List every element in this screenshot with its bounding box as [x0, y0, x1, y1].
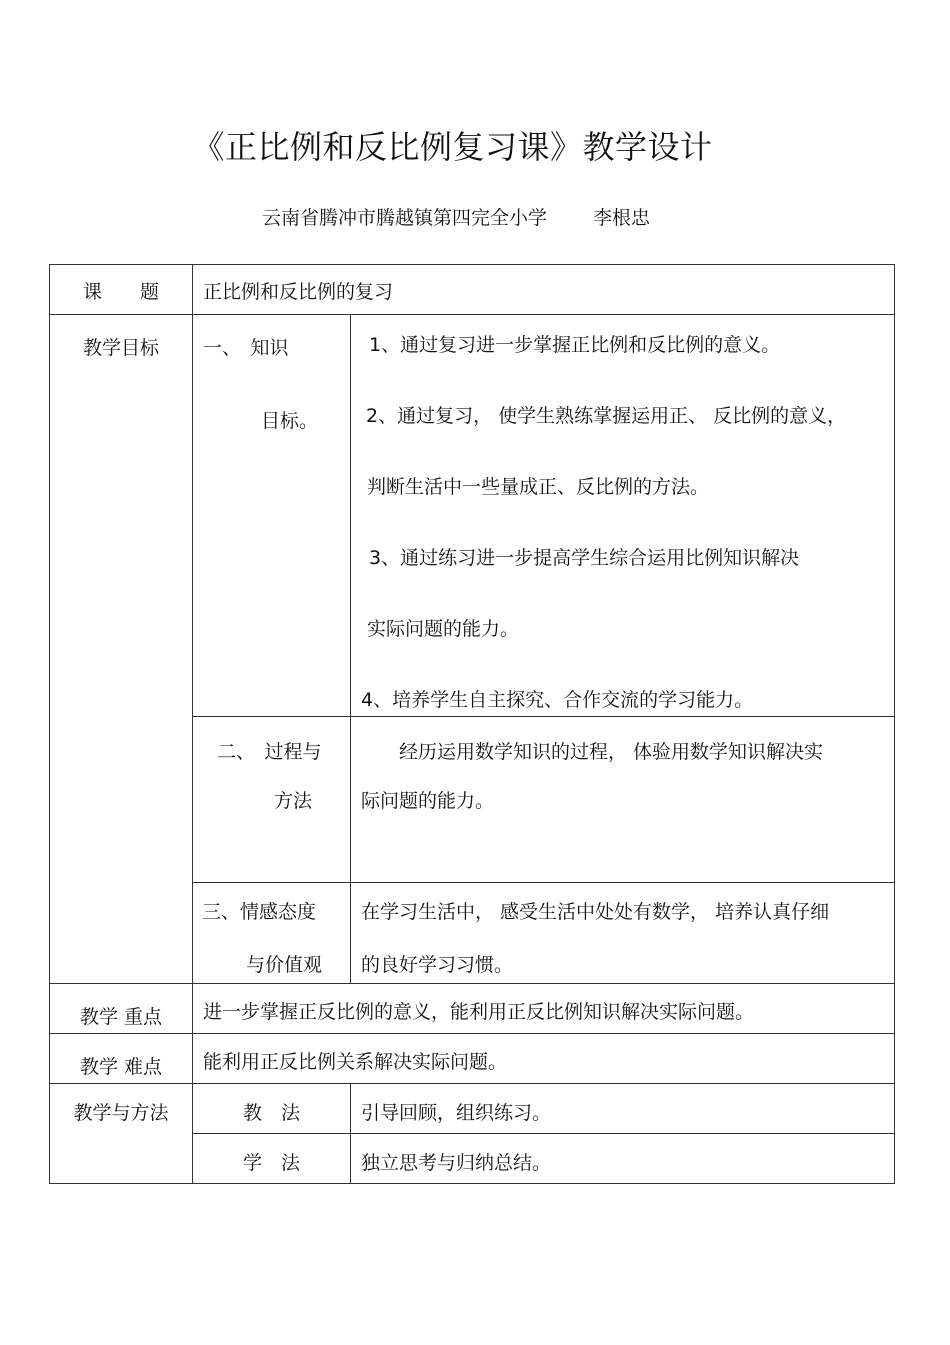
teaching-method-label: 教 法 [193, 1084, 351, 1134]
emotion-text-line1: 在学习生活中， 感受生活中处处有数学， 培养认真仔细 [361, 901, 830, 923]
knowledge-label [193, 315, 351, 717]
topic-label: 课 题 [50, 265, 193, 315]
difficulty-value: 能利用正反比例关系解决实际问题。 [193, 1034, 895, 1084]
emotion-label-line1: 三、情感态度 [202, 901, 317, 923]
process-label-line1: 二、 过程与 [217, 741, 322, 763]
emotion-text-line2: 的良好学习习惯。 [361, 954, 514, 976]
process-text [351, 717, 895, 883]
process-label-line2: 方法 [274, 790, 313, 812]
knowledge-label-line2: 目标。 [261, 410, 319, 432]
topic-value: 正比例和反比例的复习 [193, 265, 895, 315]
document-title: 《正比例和反比例复习课》教学设计 [192, 128, 713, 166]
goal-item: 1、通过复习进一步掌握正比例和反比例的意义。 [369, 334, 781, 356]
emotion-text [351, 883, 895, 984]
key-point-label: 教学 重点 [50, 984, 193, 1034]
learning-method-value: 独立思考与归纳总结。 [351, 1134, 895, 1184]
lesson-plan-table [49, 264, 895, 1184]
emotion-label [193, 883, 351, 984]
objectives-label: 教学目标 [50, 315, 193, 984]
goal-item: 实际问题的能力。 [367, 618, 520, 640]
difficulty-label: 教学 难点 [50, 1034, 193, 1084]
school-name: 云南省腾冲市腾越镇第四完全小学 [262, 207, 548, 229]
goal-item: 判断生活中一些量成正、反比例的方法。 [367, 476, 710, 498]
process-label [193, 717, 351, 883]
teaching-method-row [50, 1084, 895, 1134]
author-name: 李根忠 [593, 207, 651, 229]
learning-method-label: 学 法 [193, 1134, 351, 1184]
process-text-line2: 际问题的能力。 [361, 790, 495, 812]
process-text-line1: 经历运用数学知识的过程， 体验用数学知识解决实 [361, 741, 824, 763]
knowledge-label-line1: 一、 知识 [203, 337, 289, 359]
emotion-label-line2: 与价值观 [246, 954, 323, 976]
key-point-value: 进一步掌握正反比例的意义，能利用正反比例知识解决实际问题。 [193, 984, 895, 1034]
author-line [262, 203, 650, 230]
topic-row [50, 265, 895, 315]
knowledge-goals [351, 315, 895, 717]
key-point-row [50, 984, 895, 1034]
goal-item: 3、通过练习进一步提高学生综合运用比例知识解决 [369, 547, 800, 569]
goal-item: 4、培养学生自主探究、合作交流的学习能力。 [361, 689, 754, 711]
goal-item: 2、通过复习， 使学生熟练掌握运用正、 反比例的意义， [366, 405, 847, 427]
teaching-method-value: 引导回顾，组织练习。 [351, 1084, 895, 1134]
knowledge-row [50, 315, 895, 717]
methods-label: 教学与方法 [50, 1084, 193, 1184]
difficulty-row [50, 1034, 895, 1084]
